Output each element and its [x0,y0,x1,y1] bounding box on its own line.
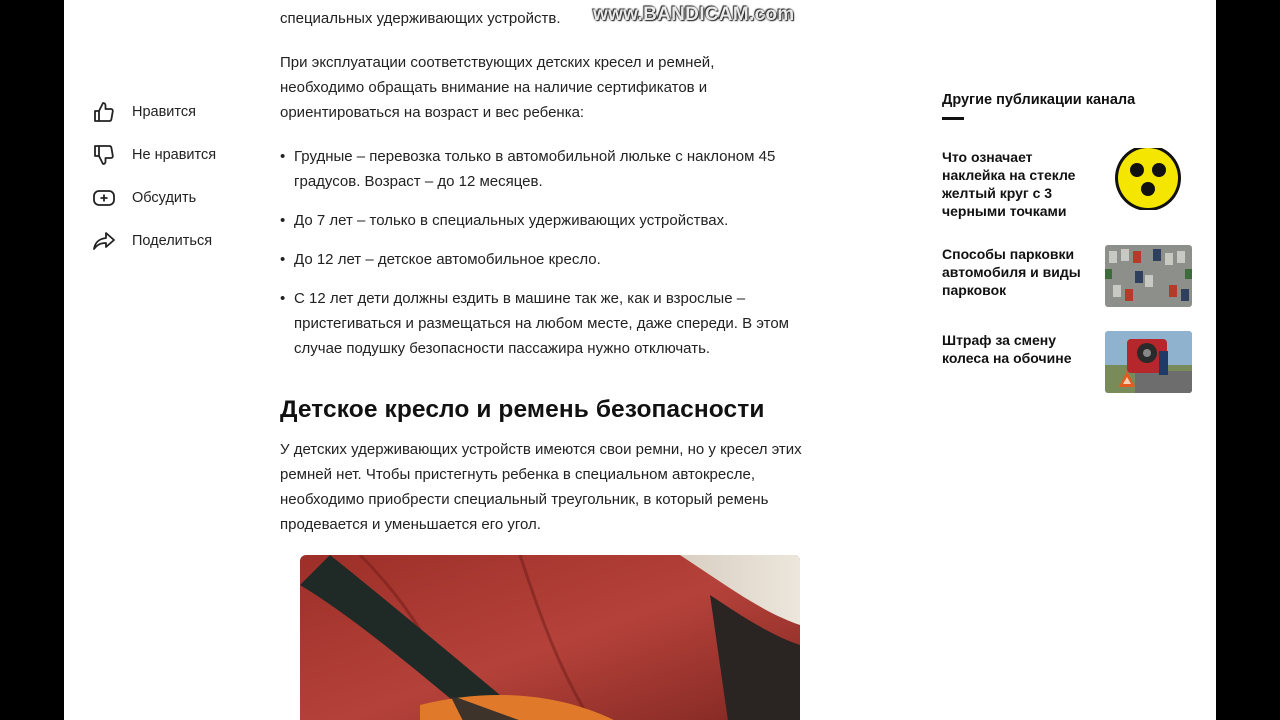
yellow-circle-sticker-icon [1105,148,1192,210]
publication-card[interactable] [942,331,1192,393]
list-item: • Грудные – перевозка только в автомобильной люльке с наклоном 45 градусов. Возраст – до 12 месяцев. [280,144,820,194]
share-arrow-icon [90,227,118,255]
publication-title[interactable]: Способы парковки автомобиля и виды парковок [942,246,1081,298]
page [64,0,1216,720]
discuss-label: Обсудить [132,189,197,206]
reaction-bar [90,90,250,262]
article-image-seatbelt [300,555,800,720]
thumbs-up-icon [90,98,118,126]
share-label: Поделиться [132,232,213,249]
like-button[interactable] [90,90,250,133]
channel-publications [942,92,1202,366]
comment-plus-icon [90,184,118,212]
list-item: • До 12 лет – детское автомобильное кресло. [280,247,820,272]
title-underline [942,117,964,120]
age-list [280,144,820,375]
roadside-wheel-photo-icon [1105,331,1192,393]
sidebar-title: Другие публикации канала [942,92,1136,108]
publication-title[interactable]: Что означает наклейка на стекле желтый круг с 3 черными точками [942,149,1076,219]
thumbs-down-icon [90,141,118,169]
paragraph: У детских удерживающих устройств имеются свои ремни, но у кресел этих ремней нет. Чтобы пристегнуть ребенка в специальном автокресле, необходимо приобрести специальный треугольник, в который ремень продевается и уменьшается его угол. [280,441,802,533]
list-item: • До 7 лет – только в специальных удерживающих устройствах. [280,208,820,233]
section-heading: Детское кресло и ремень безопасности [280,396,765,423]
like-label: Нравится [132,103,196,120]
dislike-label: Не нравится [132,146,217,163]
parking-lot-photo-icon [1105,245,1192,307]
text-fragment: специальных удерживающих устройств. [280,10,561,27]
list-item: • С 12 лет дети должны ездить в машине так же, как и взрослые – пристегиваться и размещаться на любом месте, даже спереди. В этом случае подушку безопасности пассажира нужно отключать. [280,286,820,361]
publication-card[interactable] [942,148,1192,220]
recorder-watermark: www.BANDICAM.com [593,4,795,25]
publication-card[interactable] [942,245,1192,307]
share-button[interactable] [90,219,250,262]
discuss-button[interactable] [90,176,250,219]
publication-title[interactable]: Штраф за смену колеса на обочине [942,332,1072,366]
dislike-button[interactable] [90,133,250,176]
paragraph: При эксплуатации соответствующих детских кресел и ремней, необходимо обращать внимание на наличие сертификатов и ориентироваться на возраст и вес ребенка: [280,54,715,121]
